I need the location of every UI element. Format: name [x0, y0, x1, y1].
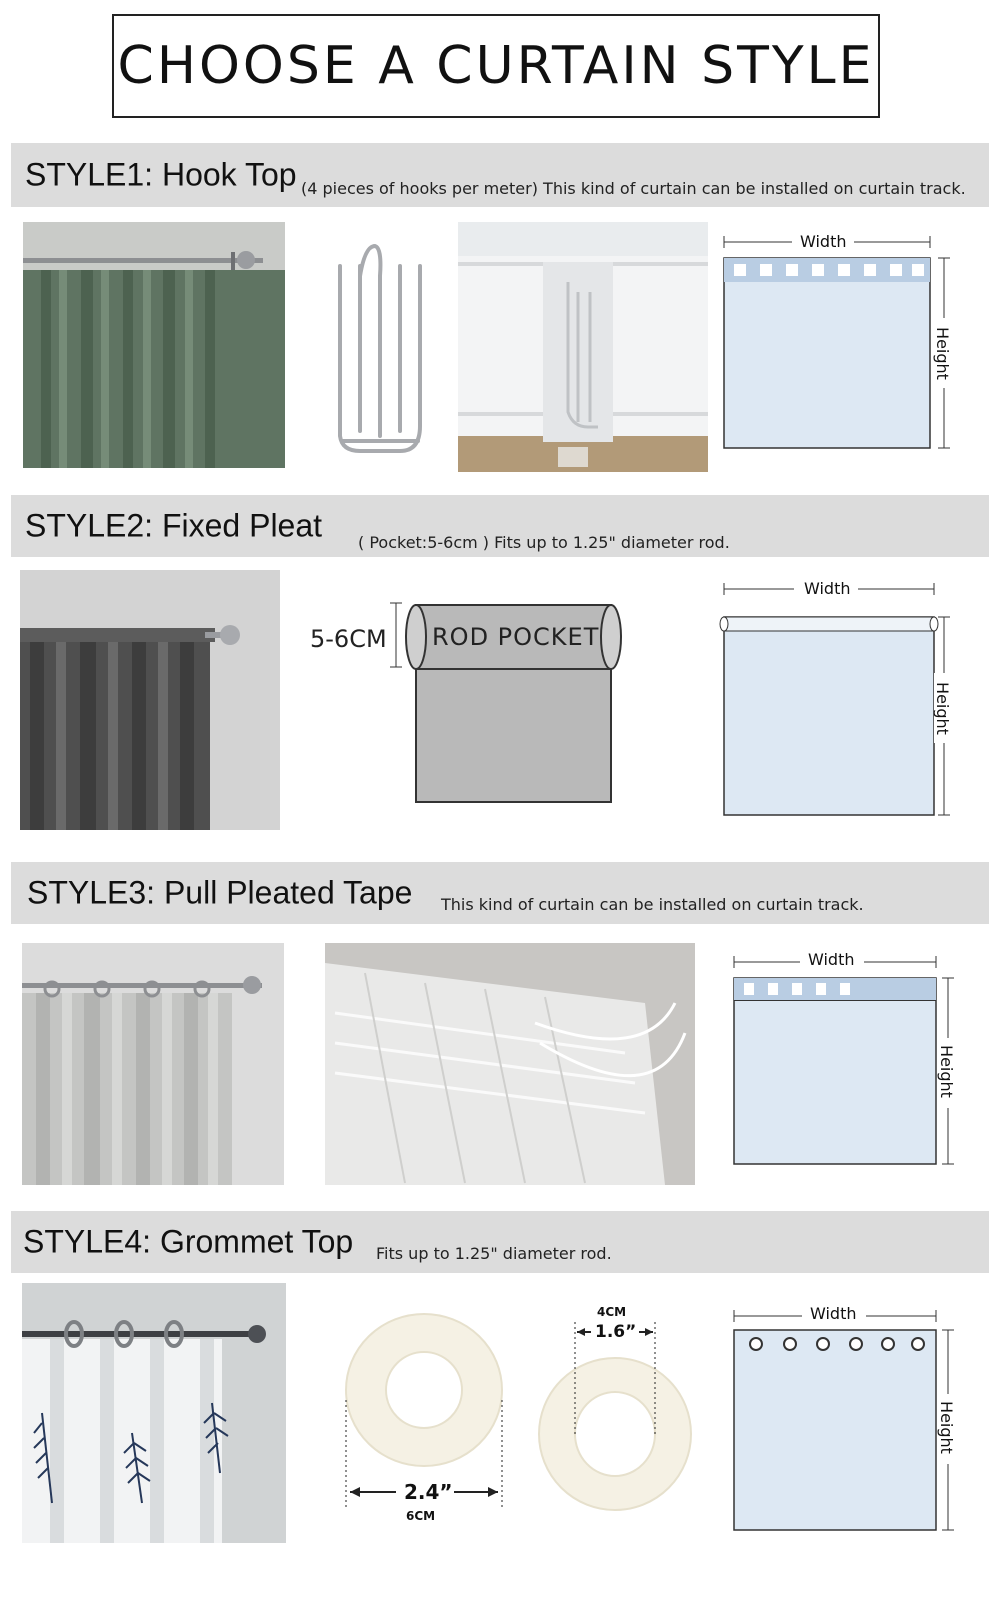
- width-label: Width: [808, 950, 855, 969]
- title-box: [112, 14, 880, 118]
- large-grommet-icon: [340, 1308, 510, 1534]
- style1-header: [11, 143, 989, 207]
- rod-pocket-diagram: [300, 595, 630, 810]
- hook-top-curtain-photo: [23, 222, 285, 468]
- grommet-curtain-photo: [22, 1283, 286, 1543]
- fixed-pleat-curtain-photo: [20, 570, 280, 830]
- rod-pocket-label: ROD POCKET: [432, 623, 600, 651]
- pull-pleated-curtain-photo: [22, 943, 284, 1185]
- height-label: Height: [936, 1401, 956, 1454]
- pull-pleated-diagram: [728, 948, 968, 1170]
- hook-tape-photo: [458, 222, 708, 472]
- style1-note: (4 pieces of hooks per meter) This kind of curtain can be installed on curtain track.: [301, 179, 966, 198]
- hook-top-diagram: [720, 228, 960, 458]
- curtain-hook-icon: [320, 236, 438, 458]
- grommet-outer-cm: 6CM: [406, 1509, 436, 1523]
- style3-title: STYLE3: Pull Pleated Tape: [27, 874, 413, 911]
- grommet-inner-size: 1.6”: [595, 1322, 637, 1342]
- height-label: Height: [932, 327, 952, 380]
- height-label: Height: [932, 682, 952, 735]
- width-label: Width: [804, 579, 851, 598]
- pleated-tape-photo: [325, 943, 695, 1185]
- grommet-inner-cm: 4CM: [597, 1305, 627, 1319]
- pocket-size-label: 5-6CM: [310, 625, 387, 653]
- style4-note: Fits up to 1.25" diameter rod.: [376, 1244, 612, 1263]
- grommet-top-diagram: [728, 1302, 968, 1537]
- height-label: Height: [936, 1045, 956, 1098]
- fixed-pleat-diagram: [718, 575, 958, 820]
- style2-header: [11, 495, 989, 557]
- width-label: Width: [800, 232, 847, 251]
- style2-note: ( Pocket:5-6cm ) Fits up to 1.25" diameter rod.: [358, 533, 730, 552]
- style3-note: This kind of curtain can be installed on curtain track.: [441, 895, 864, 914]
- style2-title: STYLE2: Fixed Pleat: [25, 507, 323, 544]
- page-title: CHOOSE A CURTAIN STYLE: [117, 36, 875, 96]
- style4-title: STYLE4: Grommet Top: [23, 1223, 354, 1260]
- width-label: Width: [810, 1304, 857, 1323]
- grommet-outer-size: 2.4”: [404, 1480, 453, 1504]
- style1-title: STYLE1: Hook Top: [25, 156, 297, 193]
- style4-header: [11, 1211, 989, 1273]
- style3-header: [11, 862, 989, 924]
- small-grommet-icon: [535, 1300, 705, 1515]
